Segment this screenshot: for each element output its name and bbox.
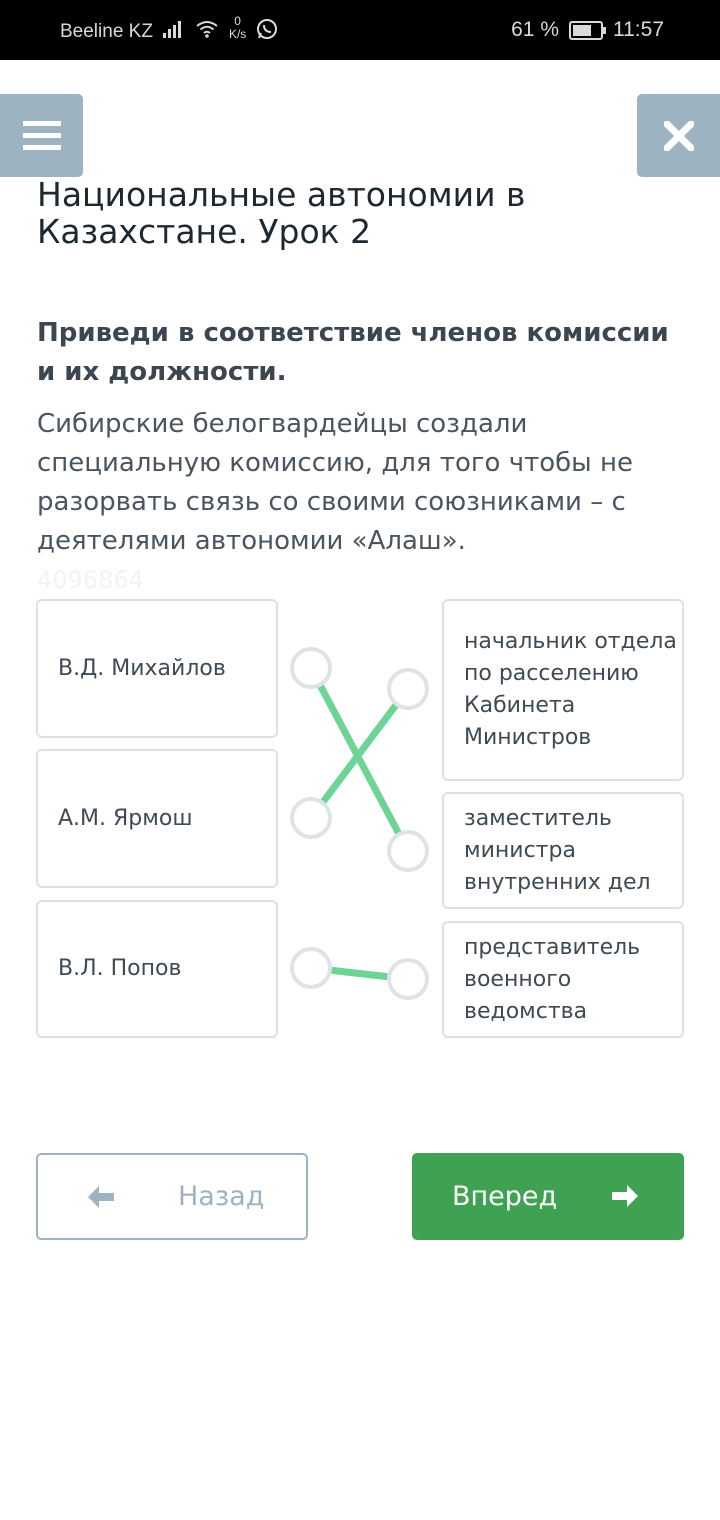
right-card-label: представитель военного ведомства	[464, 934, 641, 1024]
clock: 11:57	[613, 18, 664, 41]
net-speed: 0 K/s	[228, 14, 247, 41]
right-connector-node[interactable]	[389, 670, 427, 708]
left-card-label: В.Д. Михайлов	[58, 655, 226, 681]
task-instruction: Приведи в соответствие членов комиссии и их должности.	[37, 318, 669, 387]
right-card-label: заместитель министра внутренних дел	[464, 805, 651, 895]
right-connector-node[interactable]	[389, 832, 427, 870]
left-card-label: А.М. Ярмош	[58, 805, 193, 831]
next-button-label: Вперед	[452, 1181, 558, 1212]
carrier-name: Beeline KZ	[60, 21, 153, 42]
left-connector-node[interactable]	[292, 649, 330, 687]
back-button-label: Назад	[178, 1181, 265, 1212]
left-card-label: В.Л. Попов	[58, 956, 182, 981]
arrow-right-icon	[610, 1183, 640, 1209]
left-connector-node[interactable]	[292, 799, 330, 837]
watermark-code: 4096864	[37, 566, 144, 594]
next-button[interactable]	[412, 1153, 684, 1240]
task-description: Сибирские белогвардейцы создали специальную комиссию, для того чтобы не разорвать связь со своими союзниками – с деятелями автономии «Алаш».	[37, 409, 633, 556]
arrow-left-icon	[86, 1184, 116, 1210]
right-card-label: начальник отдела по расселению Кабинета Министров	[464, 629, 677, 750]
page-title: Национальные автономии в Казахстане. Урок 2	[37, 175, 526, 251]
left-connector-node[interactable]	[292, 949, 330, 987]
connection-line	[311, 689, 408, 818]
back-button[interactable]	[36, 1153, 308, 1240]
right-connector-node[interactable]	[389, 960, 427, 998]
battery-percent: 61 %	[511, 18, 559, 41]
